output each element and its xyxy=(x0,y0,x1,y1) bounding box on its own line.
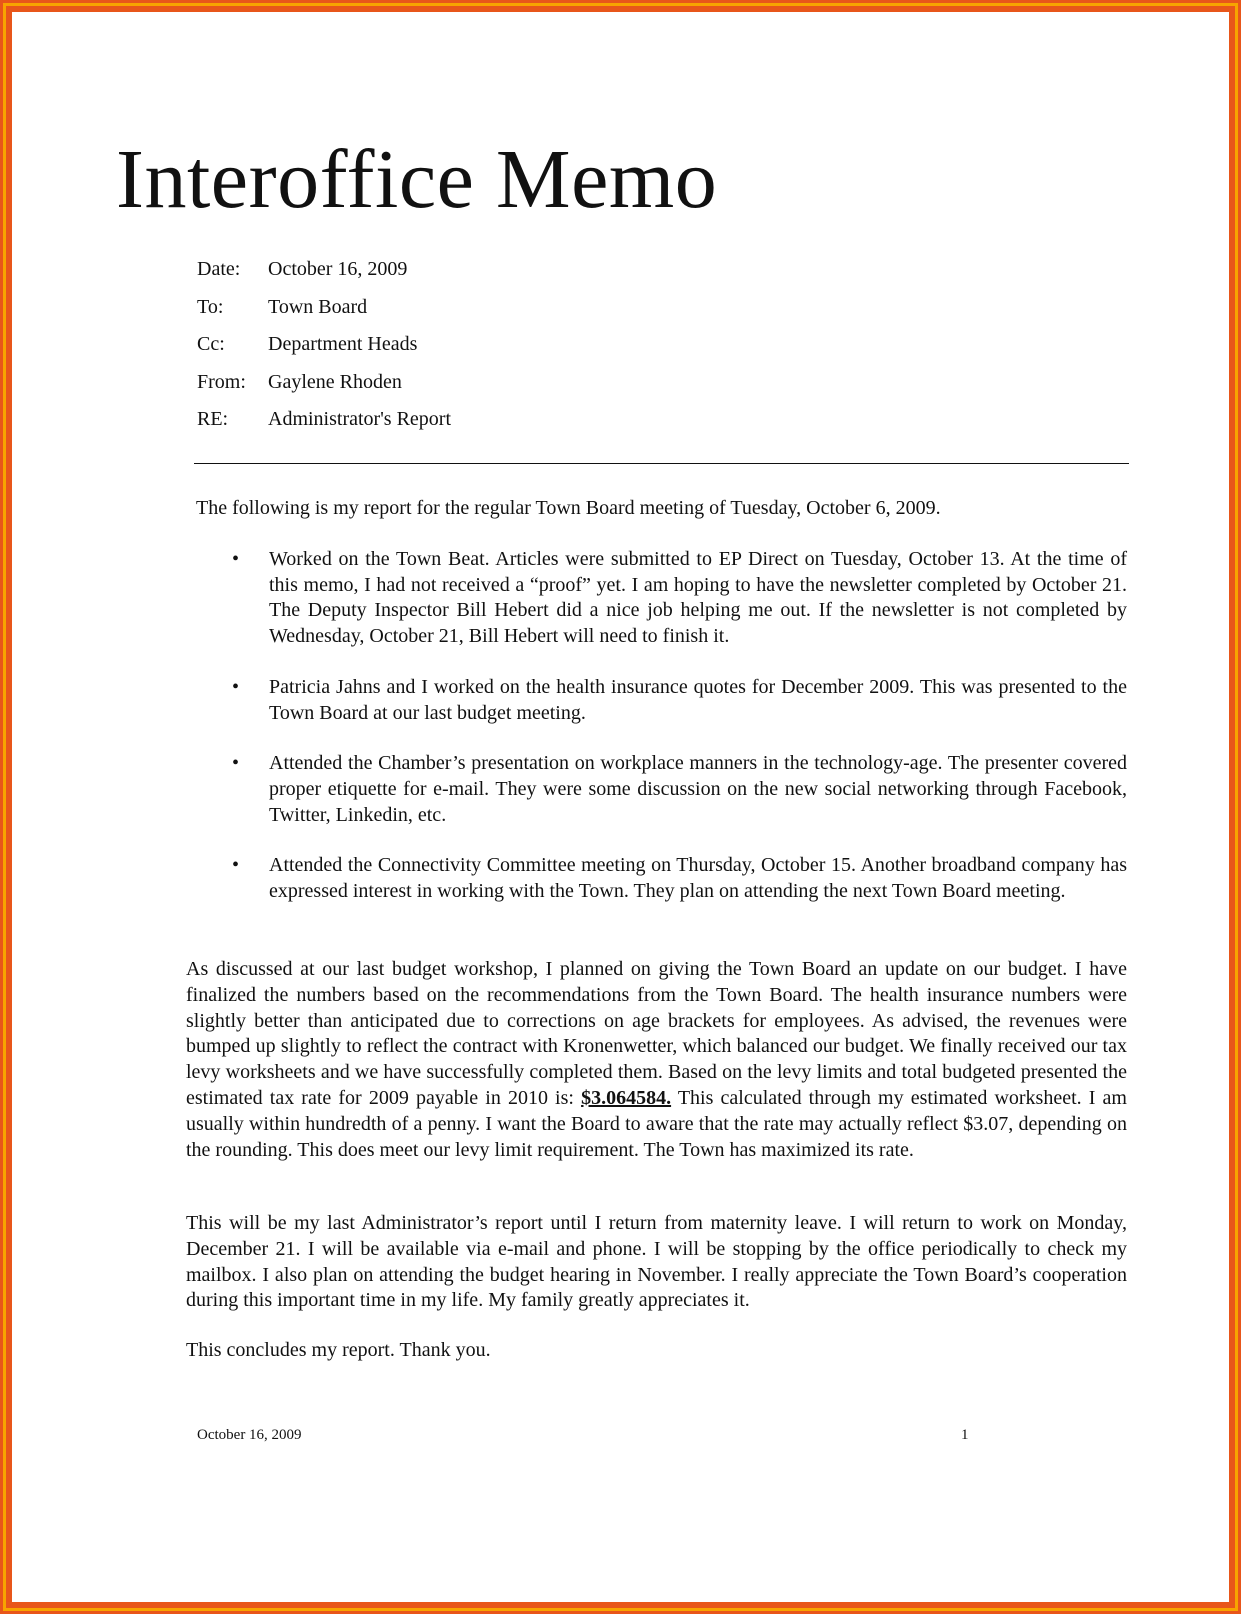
header-label: Cc: xyxy=(197,333,225,355)
budget-text-before: As discussed at our last budget workshop, I planned on giving the Town Board an update on our budget. I have finalized the numbers based on the recommendations from the Town Board. The health insurance numbers were slightly better than anticipated due to corrections on age brackets for employees. As advised, the revenues were bumped up slightly to reflect the contract with Kronenwetter, which balanced our budget. We finally received our tax levy worksheets and we have successfully completed them. Based on the levy limits and total budgeted presented the estimated tax rate for 2009 payable in 2010 is: xyxy=(186,958,1127,1109)
budget-text-after: This calculated through my estimated worksheet. I am usually within hundredth of a penny. I want the Board to aware that the rate may actually reflect $3.07, depending on the rounding. This does meet our levy limit requirement. The Town has maximized its rate. xyxy=(186,1086,1127,1161)
closing-paragraph: This concludes my report. Thank you. xyxy=(186,1339,491,1361)
header-label: RE: xyxy=(197,408,229,430)
list-item-text: Worked on the Town Beat. Articles were submitted to EP Direct on Tuesday, October 13. At the time of this memo, I had not received a “proof” yet. I am hoping to have the newsletter completed by October 21. The Deputy Inspector Bill Hebert did a nice job helping me out. If the newsletter is not completed by Wednesday, October 21, Bill Hebert will need to finish it. xyxy=(269,548,1127,648)
list-item-text: Attended the Connectivity Committee meeting on Thursday, October 15. Another broadband company has expressed interest in working with the Town. They plan on attending the next Town Board meeting. xyxy=(269,854,1127,903)
bullet-icon: • xyxy=(232,854,240,877)
header-label: Date: xyxy=(197,258,241,280)
header-value: Administrator's Report xyxy=(268,408,452,430)
memo-title: Interoffice Memo xyxy=(116,133,718,226)
header-row-to xyxy=(197,292,451,330)
header-value: October 16, 2009 xyxy=(268,258,408,280)
header-divider xyxy=(194,463,1129,464)
footer-page-number: 1 xyxy=(961,1427,969,1443)
header-row-cc xyxy=(197,329,451,367)
header-value: Department Heads xyxy=(268,333,418,355)
intro-paragraph: The following is my report for the regular Town Board meeting of Tuesday, October 6, 2009. xyxy=(196,497,941,519)
bullet-icon: • xyxy=(232,548,240,570)
list-item xyxy=(232,853,1127,904)
budget-paragraph xyxy=(186,957,1127,1163)
list-item xyxy=(232,675,1127,726)
list-item xyxy=(232,547,1127,650)
header-row-date xyxy=(197,254,451,292)
tax-rate-value: $3.064584. xyxy=(581,1086,672,1109)
leave-paragraph: This will be my last Administrator’s report until I return from maternity leave. I will return to work on Monday, December 21. I will be available via e-mail and phone. I will be stopping by the office periodically to check my mailbox. I also plan on attending the budget hearing in November. I really appreciate the Town Board’s cooperation during this important time in my life. My family greatly appreciates it. xyxy=(186,1212,1127,1312)
footer-date: October 16, 2009 xyxy=(197,1427,302,1443)
bullet-icon: • xyxy=(232,675,240,698)
report-bullet-list xyxy=(232,547,1127,930)
header-value: Town Board xyxy=(268,295,368,318)
list-item-text: Attended the Chamber’s presentation on workplace manners in the technology-age. The presenter covered proper etiquette for e-mail. They were some discussion on the new social networking through Facebook, Twitter, Linkedin, etc. xyxy=(269,752,1127,826)
header-value: Gaylene Rhoden xyxy=(268,370,402,393)
bullet-icon: • xyxy=(232,752,240,775)
list-item-text: Patricia Jahns and I worked on the health insurance quotes for December 2009. This was presented to the Town Board at our last budget meeting. xyxy=(269,675,1127,724)
memo-header xyxy=(197,254,451,442)
header-row-from xyxy=(197,367,451,405)
header-label: From: xyxy=(197,370,246,393)
list-item xyxy=(232,751,1127,828)
header-label: To: xyxy=(197,295,224,318)
header-row-re xyxy=(197,404,451,442)
